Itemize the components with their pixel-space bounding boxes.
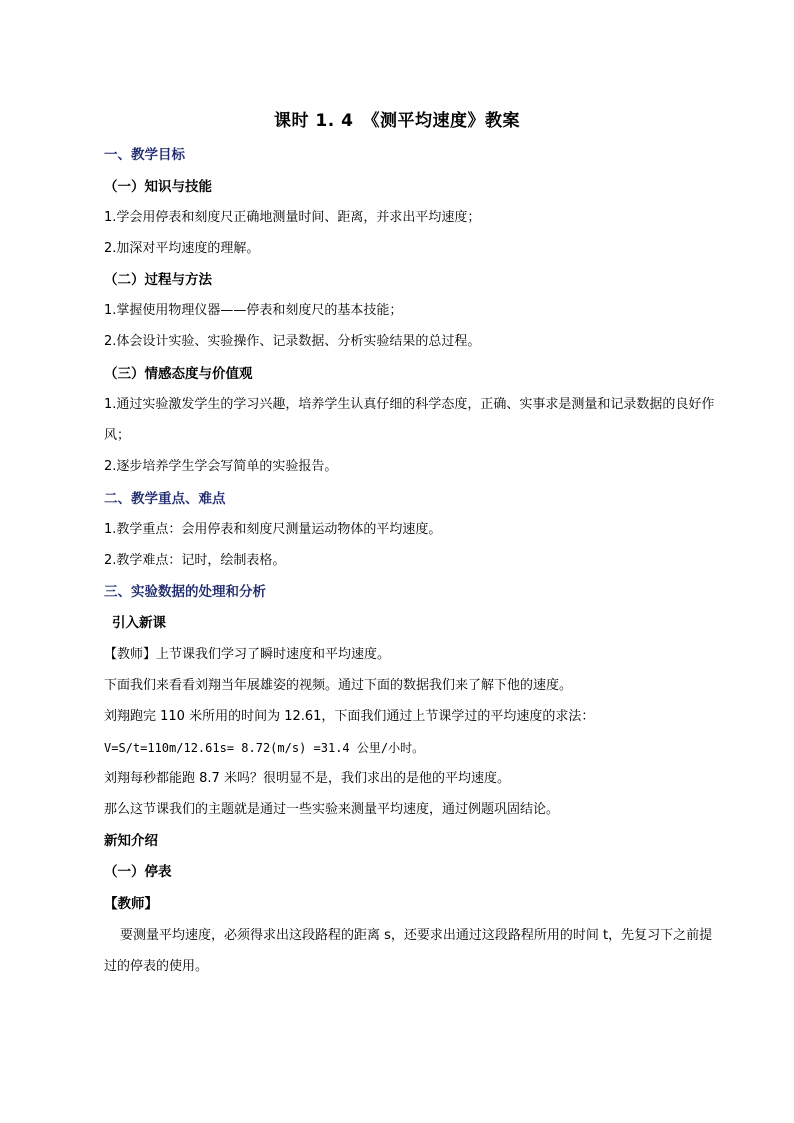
paragraph: 1.教学重点：会用停表和刻度尺测量运动物体的平均速度。 [104,522,442,537]
paragraph: 那么这节课我们的主题就是通过一些实验来测量平均速度，通过例题巩固结论。 [104,802,560,817]
subheading-process-method: （二）过程与方法 [104,272,212,288]
teacher-label: 【教师】 [104,896,158,912]
paragraph: 刘翔跑完 110 米所用的时间为 12.61，下面我们通过上节课学过的平均速度的求法： [104,709,595,724]
page-title: 课时 1. 4 《测平均速度》教案 [274,111,520,131]
paragraph: 1.通过实验激发学生的学习兴趣，培养学生认真仔细的科学态度，正确、实事求是测量和记录数据的良好作风； [104,397,715,443]
section-heading-objectives: 一、教学目标 [104,147,185,163]
paragraph: 【教师】上节课我们学习了瞬时速度和平均速度。 [104,647,391,662]
paragraph: 2.教学难点：记时，绘制表格。 [104,553,286,568]
paragraph: 1.学会用停表和刻度尺正确地测量时间、距离，并求出平均速度； [104,210,481,225]
subheading-new-knowledge: 新知介绍 [104,833,158,849]
subheading-intro: 引入新课 [112,615,166,631]
formula-line: V=S/t=110m/12.61s= 8.72(m/s) =31.4 公里/小时。 [104,741,425,755]
paragraph: 1.掌握使用物理仪器——停表和刻度尺的基本技能； [104,303,403,318]
paragraph: 刘翔每秒都能跑 8.7 米吗？很明显不是，我们求出的是他的平均速度。 [104,771,510,786]
subheading-attitude-values: （三）情感态度与价值观 [104,366,253,382]
paragraph: 2.加深对平均速度的理解。 [104,241,260,256]
section-heading-data-analysis: 三、实验数据的处理和分析 [104,584,266,600]
subheading-knowledge-skills: （一）知识与技能 [104,179,212,195]
paragraph: 要测量平均速度，必须得求出这段路程的距离 s，还要求出通过这段路程所用的时间 t，先复习下之前提过的停表的使用。 [104,928,713,974]
subheading-stopwatch: （一）停表 [104,864,172,880]
paragraph: 下面我们来看看刘翔当年展雄姿的视频。通过下面的数据我们来了解下他的速度。 [104,678,573,693]
paragraph: 2.逐步培养学生学会写简单的实验报告。 [104,459,338,474]
paragraph: 2.体会设计实验、实验操作、记录数据、分析实验结果的总过程。 [104,334,481,349]
section-heading-key-points: 二、教学重点、难点 [104,491,226,507]
